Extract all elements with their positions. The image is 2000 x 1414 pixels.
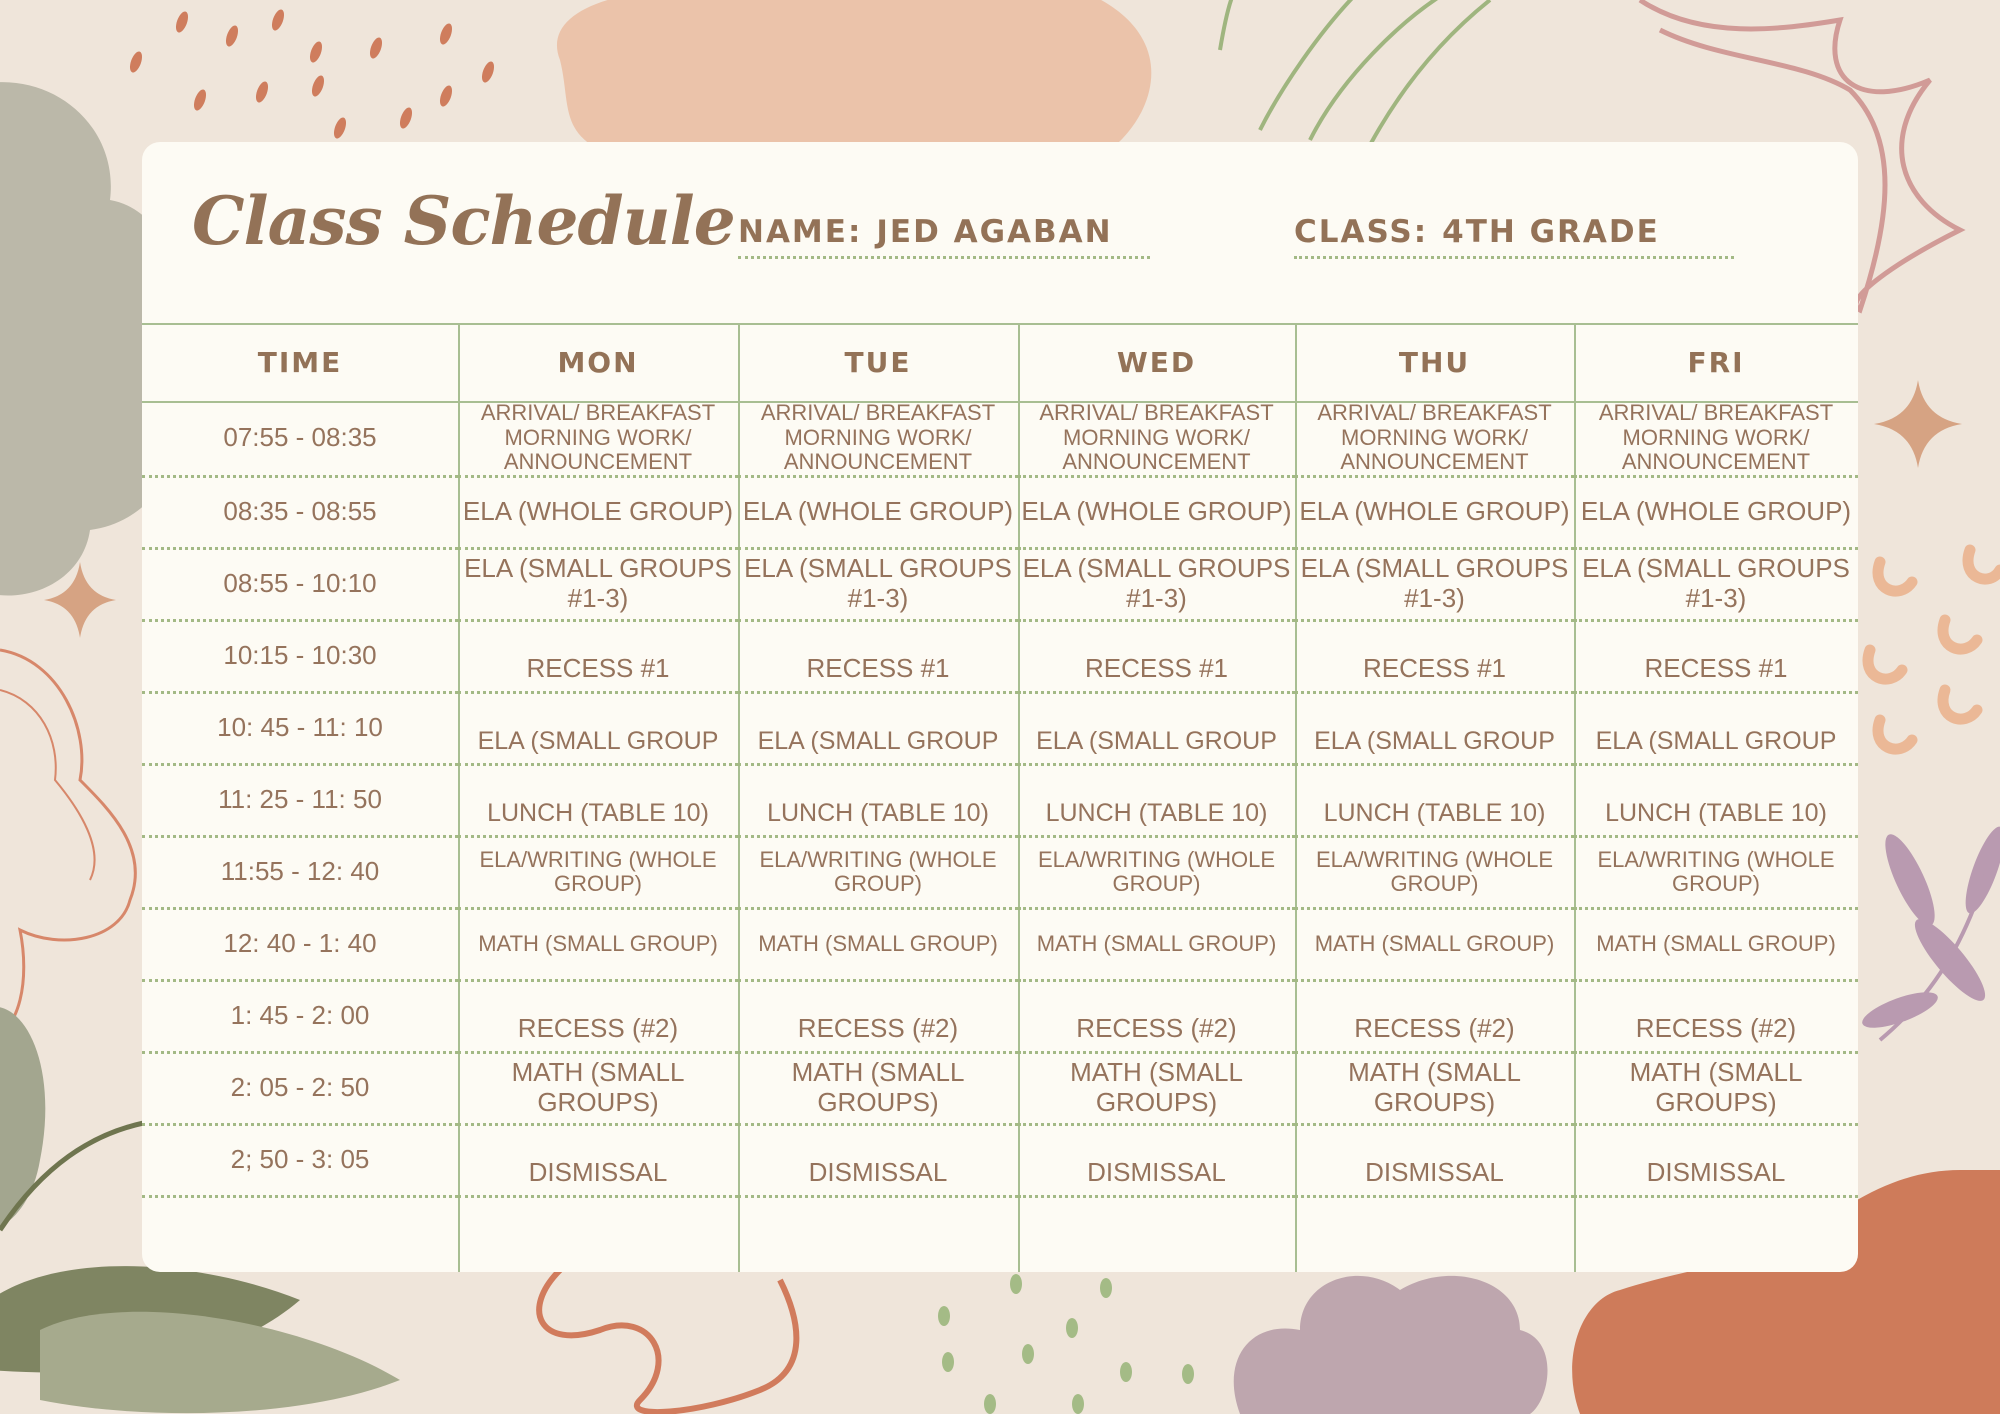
- activity-cell: DISMISSAL: [1574, 1124, 1858, 1196]
- activity-cell: MATH (SMALL GROUPS): [1295, 1052, 1574, 1124]
- column-header-time: TIME: [257, 345, 343, 379]
- name-field: [738, 214, 1150, 259]
- activity-cell: ELA (SMALL GROUPS #1-3): [738, 548, 1018, 620]
- activity-cell: RECESS (#2): [1574, 980, 1858, 1052]
- time-cell: 07:55 - 08:35: [142, 401, 458, 476]
- activity-cell: ELA (SMALL GROUPS #1-3): [458, 548, 738, 620]
- dash-dots-shape: [128, 8, 497, 140]
- activity-cell: ARRIVAL/ BREAKFAST MORNING WORK/ ANNOUNCEMENT: [1295, 401, 1574, 476]
- activity-cell: ELA (SMALL GROUP: [738, 692, 1018, 764]
- activity-cell: ELA/WRITING (WHOLE GROUP): [738, 836, 1018, 908]
- table-row: [142, 980, 1858, 1052]
- table-row: [142, 764, 1858, 836]
- time-cell: 10:15 - 10:30: [142, 620, 458, 692]
- activity-cell: DISMISSAL: [1295, 1124, 1574, 1196]
- activity-cell: ELA/WRITING (WHOLE GROUP): [1295, 836, 1574, 908]
- activity-cell: ARRIVAL/ BREAKFAST MORNING WORK/ ANNOUNCEMENT: [1018, 401, 1295, 476]
- time-cell: 11:55 - 12: 40: [142, 836, 458, 908]
- table-row: [142, 620, 1858, 692]
- activity-cell: ELA (WHOLE GROUP): [738, 476, 1018, 548]
- activity-cell: ELA (SMALL GROUP: [1574, 692, 1858, 764]
- time-cell: 08:35 - 08:55: [142, 476, 458, 548]
- activity-cell: MATH (SMALL GROUP): [1018, 908, 1295, 980]
- activity-cell: ELA (SMALL GROUPS #1-3): [1295, 548, 1574, 620]
- activity-cell: ELA (SMALL GROUP: [1295, 692, 1574, 764]
- mauve-flower-shape: [1234, 1276, 1548, 1414]
- table-row: [142, 548, 1858, 620]
- activity-cell: ELA (WHOLE GROUP): [1574, 476, 1858, 548]
- activity-cell: MATH (SMALL GROUP): [738, 908, 1018, 980]
- arc-marks-shape: [1868, 550, 2000, 749]
- activity-cell: RECESS #1: [1018, 620, 1295, 692]
- time-cell: 2: 05 - 2: 50: [142, 1052, 458, 1124]
- peach-blob-shape: [557, 0, 1151, 150]
- column-header-wed: WED: [1116, 345, 1197, 379]
- activity-cell: RECESS #1: [1295, 620, 1574, 692]
- orange-outline-shape: [0, 650, 135, 1040]
- activity-cell: LUNCH (TABLE 10): [1018, 764, 1295, 836]
- activity-cell: MATH (SMALL GROUPS): [1018, 1052, 1295, 1124]
- activity-cell: ELA (WHOLE GROUP): [1018, 476, 1295, 548]
- activity-cell: MATH (SMALL GROUPS): [738, 1052, 1018, 1124]
- sparkle-shape: [1874, 380, 1962, 468]
- column-header-fri: FRI: [1687, 345, 1745, 379]
- table-row: [142, 908, 1858, 980]
- table-row: [142, 836, 1858, 908]
- activity-cell: ARRIVAL/ BREAKFAST MORNING WORK/ ANNOUNCEMENT: [1574, 401, 1858, 476]
- class-field: [1294, 214, 1734, 259]
- activity-cell: RECESS #1: [458, 620, 738, 692]
- activity-cell: RECESS (#2): [458, 980, 738, 1052]
- activity-cell: LUNCH (TABLE 10): [738, 764, 1018, 836]
- activity-cell: DISMISSAL: [1018, 1124, 1295, 1196]
- time-cell: 11: 25 - 11: 50: [142, 764, 458, 836]
- schedule-table: [142, 323, 1858, 1198]
- activity-cell: LUNCH (TABLE 10): [1574, 764, 1858, 836]
- page-title: Class Schedule: [192, 182, 735, 260]
- activity-cell: LUNCH (TABLE 10): [458, 764, 738, 836]
- column-header-thu: THU: [1398, 345, 1471, 379]
- activity-cell: MATH (SMALL GROUPS): [1574, 1052, 1858, 1124]
- time-cell: 12: 40 - 1: 40: [142, 908, 458, 980]
- activity-cell: ELA/WRITING (WHOLE GROUP): [458, 836, 738, 908]
- lavender-leaves-shape: [1858, 823, 2000, 1035]
- activity-cell: ELA (SMALL GROUP: [458, 692, 738, 764]
- column-header-mon: MON: [557, 345, 639, 379]
- activity-cell: RECESS (#2): [1295, 980, 1574, 1052]
- activity-cell: ELA (SMALL GROUPS #1-3): [1018, 548, 1295, 620]
- class-value: 4TH GRADE: [1442, 214, 1660, 250]
- schedule-card: [142, 142, 1858, 1272]
- class-label: CLASS:: [1294, 214, 1429, 250]
- name-label: NAME:: [738, 214, 863, 250]
- activity-cell: ELA (SMALL GROUP: [1018, 692, 1295, 764]
- table-row: [142, 1124, 1858, 1196]
- time-cell: 10: 45 - 11: 10: [142, 692, 458, 764]
- column-header-tue: TUE: [844, 345, 912, 379]
- activity-cell: MATH (SMALL GROUP): [1295, 908, 1574, 980]
- time-cell: 08:55 - 10:10: [142, 548, 458, 620]
- activity-cell: ELA (WHOLE GROUP): [1295, 476, 1574, 548]
- green-dots-shape: [938, 1274, 1194, 1414]
- activity-cell: LUNCH (TABLE 10): [1295, 764, 1574, 836]
- activity-cell: ELA (SMALL GROUPS #1-3): [1574, 548, 1858, 620]
- activity-cell: ARRIVAL/ BREAKFAST MORNING WORK/ ANNOUNCEMENT: [738, 401, 1018, 476]
- activity-cell: ELA/WRITING (WHOLE GROUP): [1018, 836, 1295, 908]
- table-row: [142, 476, 1858, 548]
- activity-cell: RECESS #1: [738, 620, 1018, 692]
- activity-cell: ELA (WHOLE GROUP): [458, 476, 738, 548]
- table-header-row: [142, 323, 1858, 401]
- olive-leaf-shape: [40, 1312, 400, 1413]
- activity-cell: MATH (SMALL GROUP): [458, 908, 738, 980]
- squiggle-shape: [539, 1270, 796, 1412]
- name-value: JED AGABAN: [876, 214, 1113, 250]
- activity-cell: RECESS #1: [1574, 620, 1858, 692]
- activity-cell: ELA/WRITING (WHOLE GROUP): [1574, 836, 1858, 908]
- table-row: [142, 1052, 1858, 1124]
- activity-cell: MATH (SMALL GROUP): [1574, 908, 1858, 980]
- activity-cell: ARRIVAL/ BREAKFAST MORNING WORK/ ANNOUNCEMENT: [458, 401, 738, 476]
- grass-lines-shape: [1220, 0, 1490, 145]
- time-cell: 2; 50 - 3: 05: [142, 1124, 458, 1196]
- table-row: [142, 401, 1858, 476]
- activity-cell: RECESS (#2): [1018, 980, 1295, 1052]
- activity-cell: MATH (SMALL GROUPS): [458, 1052, 738, 1124]
- activity-cell: RECESS (#2): [738, 980, 1018, 1052]
- table-row: [142, 692, 1858, 764]
- time-cell: 1: 45 - 2: 00: [142, 980, 458, 1052]
- activity-cell: DISMISSAL: [458, 1124, 738, 1196]
- activity-cell: DISMISSAL: [738, 1124, 1018, 1196]
